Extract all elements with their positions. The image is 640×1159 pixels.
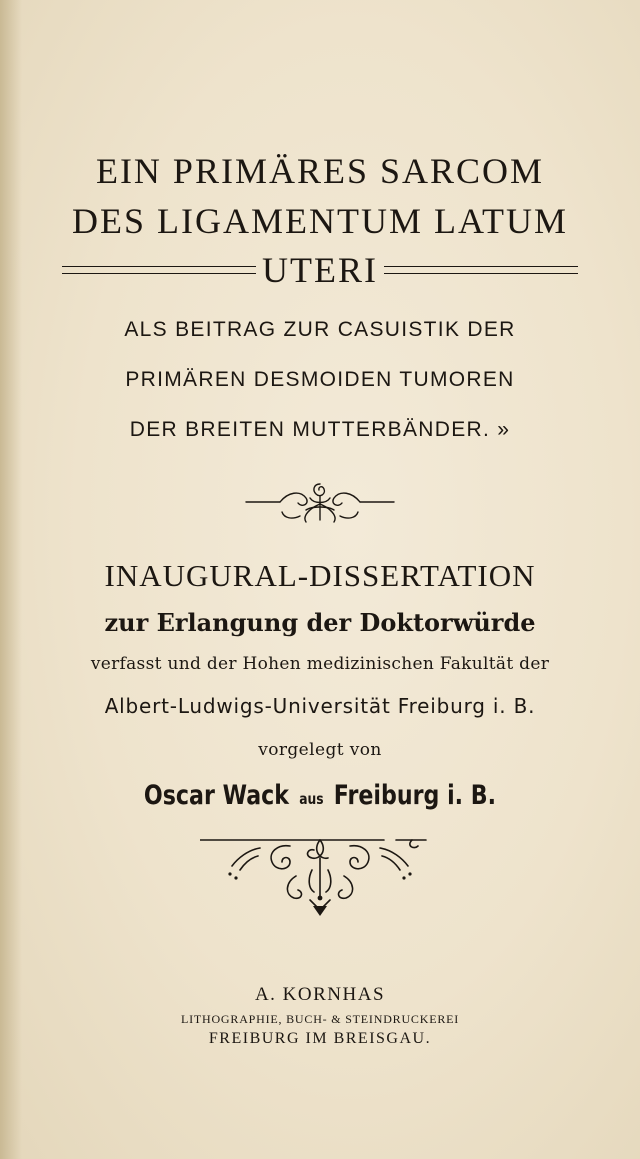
- author-name: Oscar Wack: [143, 780, 290, 811]
- publisher-name: A. KORNHAS: [254, 984, 386, 1005]
- dissertation-purpose: zur Erlangung der Doktorwürde: [104, 608, 536, 637]
- author-line: [58, 780, 583, 811]
- faculty-line: verfasst und der Hohen medizinischen Fakultät der: [90, 654, 550, 674]
- dissertation-heading: INAUGURAL-DISSERTATION: [104, 558, 536, 593]
- university-line: Albert-Ludwigs-Universität Freiburg i. B.: [104, 694, 536, 718]
- title-line-3: [62, 250, 578, 290]
- presented-by-line: vorgelegt von: [258, 740, 382, 760]
- author-connector: aus: [299, 790, 324, 808]
- scroll-vignette-icon: [200, 836, 440, 916]
- floral-vignette-icon: [240, 476, 400, 526]
- publisher-city: FREIBURG IM BREISGAU.: [208, 1030, 432, 1047]
- double-rule-right: [384, 266, 578, 274]
- subtitle-line-1: ALS BEITRAG ZUR CASUISTIK DER: [124, 318, 516, 341]
- title-line-1: EIN PRIMÄRES SARCOM: [95, 151, 545, 191]
- subtitle-line-3: DER BREITEN MUTTERBÄNDER. »: [129, 418, 511, 441]
- title-uteri: UTERI: [262, 250, 378, 290]
- double-rule-left: [62, 266, 256, 274]
- subtitle-line-2: PRIMÄREN DESMOIDEN TUMOREN: [125, 368, 515, 391]
- title-line-2: DES LIGAMENTUM LATUM: [72, 201, 568, 241]
- author-origin: Freiburg i. B.: [333, 780, 497, 811]
- publisher-trade: LITHOGRAPHIE, BUCH- & STEINDRUCKEREI: [180, 1012, 460, 1026]
